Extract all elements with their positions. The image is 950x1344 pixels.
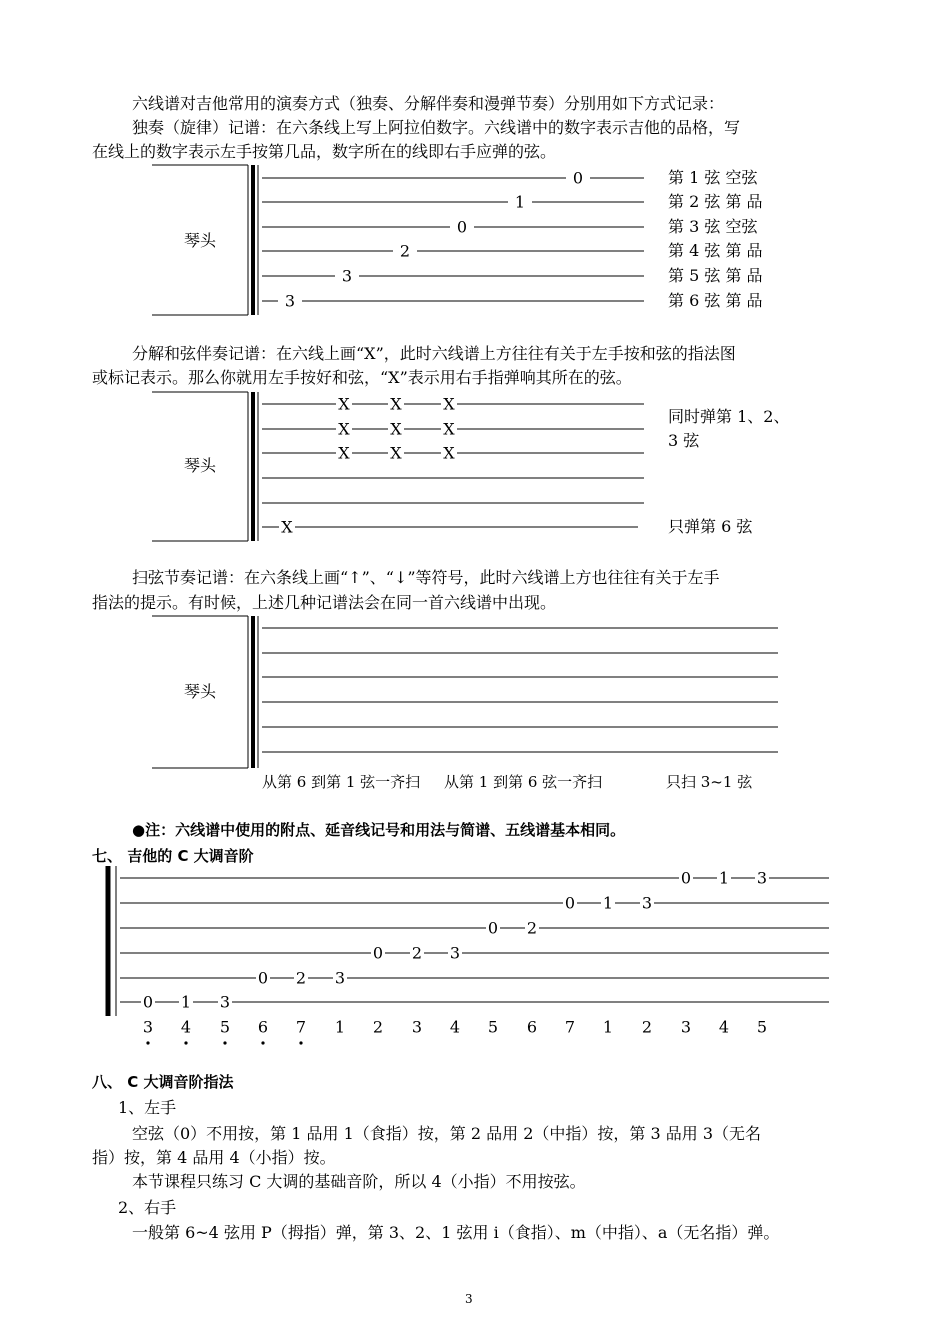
scale-note-4-low-dot [261, 1041, 264, 1044]
scale-note-3-low-dot [223, 1041, 226, 1044]
left-hand-line-1: 空弦（0）不用按，第 1 品用 1（食指）按，第 2 品用 2（中指）按，第 3 品用 3（无名 [132, 1124, 762, 1143]
tab2-x-mark-3-3: X [443, 443, 455, 463]
tab2-x-mark-1-3: X [443, 394, 455, 414]
tab3-caption-3: 只扫 3~1 弦 [666, 773, 753, 791]
intro-line-1: 六线谱对吉他常用的演奏方式（独奏、分解伴奏和漫弹节奏）分别用如下方式记录： [132, 94, 725, 113]
right-hand-line-1: 一般第 6~4 弦用 P（拇指）弹，第 3、2、1 弦用 i（食指）、m（中指）、a（无名指）弹。 [132, 1223, 780, 1242]
tab3-headstock-label: 琴头 [184, 682, 217, 701]
tab2-label-both-b: 3 弦 [668, 431, 700, 450]
scale-note-11: 6 [526, 1017, 538, 1037]
tab2-x-mark-1-1: X [338, 394, 350, 414]
tab1-label-4: 第 4 弦 第 品 [668, 241, 763, 260]
strum-line-1: 扫弦节奏记谱：在六条线上画“↑”、“↓”等符号，此时六线谱上方也往往有关于左手 [132, 568, 720, 587]
scale-note-4: 6 [257, 1017, 269, 1037]
scale-note-1: 3 [142, 1017, 154, 1037]
scale-fret-1-1: 0 [680, 868, 692, 888]
scale-fret-4-2: 2 [411, 943, 423, 963]
scale-note-13: 1 [602, 1017, 614, 1037]
scale-fret-1-2: 1 [718, 868, 730, 888]
scale-note-6: 1 [334, 1017, 346, 1037]
scale-note-10: 5 [487, 1017, 499, 1037]
scale-note-14: 2 [641, 1017, 653, 1037]
scale-note-3: 5 [219, 1017, 231, 1037]
tab2-arpeggio-diagram [152, 392, 644, 541]
scale-fret-5-1: 0 [257, 968, 269, 988]
intro-line-2: 独奏（旋律）记谱：在六条线上写上阿拉伯数字。六线谱中的数字表示吉他的品格，写 [132, 118, 741, 137]
tab1-label-3: 第 3 弦 空弦 [668, 217, 758, 236]
scale-fret-6-2: 1 [180, 992, 192, 1012]
tab3-strum-diagram [152, 616, 778, 768]
left-hand-heading: 1、左手 [118, 1098, 177, 1117]
tab1-fret-5: 3 [341, 266, 353, 286]
scale-note-5-low-dot [299, 1041, 302, 1044]
tab1-fret-6: 3 [284, 291, 296, 311]
tab1-fret-1: 0 [572, 168, 584, 188]
tab1-fret-3: 0 [456, 217, 468, 237]
scale-fret-2-3: 3 [641, 893, 653, 913]
arpeggio-line-2: 或标记表示。那么你就用左手按好和弦，“X”表示用右手指弹响其所在的弦。 [92, 368, 632, 387]
scale-fret-2-1: 0 [564, 893, 576, 913]
tab2-label-both-a: 同时弹第 1、2、 [668, 407, 790, 426]
tab1-fret-2: 1 [514, 192, 526, 212]
scale-fret-3-1: 0 [487, 918, 499, 938]
scale-fret-5-3: 3 [334, 968, 346, 988]
tab2-headstock-label: 琴头 [184, 456, 217, 475]
tab1-label-6: 第 6 弦 第 品 [668, 291, 763, 310]
arpeggio-line-1: 分解和弦伴奏记谱：在六线上画“X”，此时六线谱上方往往有关于左手按和弦的指法图 [132, 344, 736, 363]
tab2-x-mark-3-2: X [390, 443, 402, 463]
scale-note-16: 4 [718, 1017, 730, 1037]
left-hand-line-3: 本节课程只练习 C 大调的基础音阶，所以 4（小指）不用按弦。 [132, 1172, 586, 1191]
tab1-label-2: 第 2 弦 第 品 [668, 192, 763, 211]
scale-note-7: 2 [372, 1017, 384, 1037]
tab2-x-mark-3-1: X [338, 443, 350, 463]
right-hand-heading: 2、右手 [118, 1198, 177, 1217]
scale-note-12: 7 [564, 1017, 576, 1037]
scale-note-2-low-dot [184, 1041, 187, 1044]
c-major-scale-tab [108, 866, 829, 1045]
strum-line-2: 指法的提示。有时候，上述几种记谱法会在同一首六线谱中出现。 [92, 593, 557, 612]
note-text: ●注：六线谱中使用的附点、延音线记号和用法与简谱、五线谱基本相同。 [132, 821, 626, 839]
tab2-x-mark-2-2: X [390, 419, 402, 439]
intro-line-3: 在线上的数字表示左手按第几品，数字所在的线即右手应弹的弦。 [92, 142, 557, 161]
scale-note-17: 5 [756, 1017, 768, 1037]
scale-fret-6-3: 3 [219, 992, 231, 1012]
section-7-heading: 七、 吉他的 C 大调音阶 [92, 847, 254, 865]
scale-fret-3-2: 2 [526, 918, 538, 938]
tab1-label-5: 第 5 弦 第 品 [668, 266, 763, 285]
left-hand-line-2: 指）按，第 4 品用 4（小指）按。 [92, 1148, 336, 1167]
page-number: 3 [465, 1292, 473, 1306]
tab2-label-six: 只弹第 6 弦 [668, 517, 753, 536]
scale-fret-6-1: 0 [142, 992, 154, 1012]
tab1-label-1: 第 1 弦 空弦 [668, 168, 758, 187]
scale-note-9: 4 [449, 1017, 461, 1037]
scale-fret-5-2: 2 [295, 968, 307, 988]
tab1-fret-4: 2 [399, 241, 411, 261]
scale-note-5: 7 [295, 1017, 307, 1037]
scale-note-2: 4 [180, 1017, 192, 1037]
tab2-x-mark-2-3: X [443, 419, 455, 439]
tab3-caption-2: 从第 1 到第 6 弦一齐扫 [444, 773, 603, 791]
tab3-caption-1: 从第 6 到第 1 弦一齐扫 [262, 773, 421, 791]
tab1-solo-diagram [152, 165, 644, 315]
tab1-headstock-label: 琴头 [184, 231, 217, 250]
scale-note-8: 3 [411, 1017, 423, 1037]
scale-fret-1-3: 3 [756, 868, 768, 888]
tab2-x-mark-6: X [281, 517, 293, 537]
scale-note-15: 3 [680, 1017, 692, 1037]
scale-note-1-low-dot [146, 1041, 149, 1044]
tab2-x-mark-2-1: X [338, 419, 350, 439]
section-8-heading: 八、 C 大调音阶指法 [92, 1073, 234, 1091]
scale-fret-4-3: 3 [449, 943, 461, 963]
tab2-x-mark-1-2: X [390, 394, 402, 414]
scale-fret-4-1: 0 [372, 943, 384, 963]
scale-fret-2-2: 1 [602, 893, 614, 913]
